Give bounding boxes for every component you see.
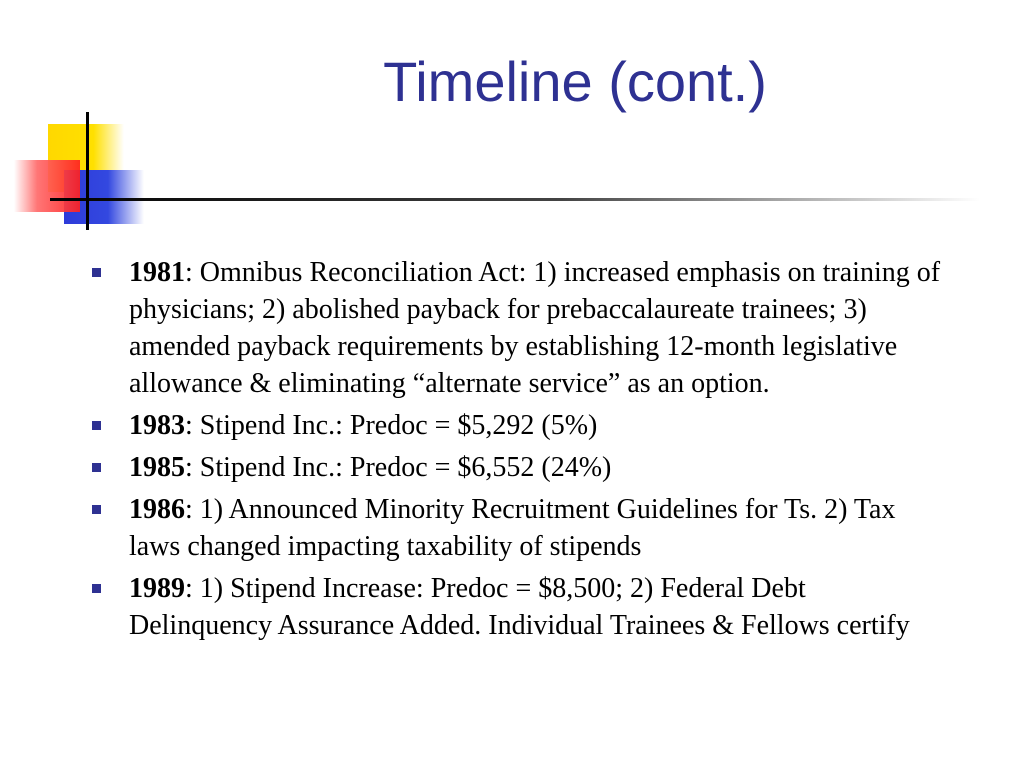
square-bullet-icon xyxy=(92,505,101,514)
item-year: 1989 xyxy=(129,573,185,604)
item-text: : Stipend Inc.: Predoc = $6,552 (24%) xyxy=(185,452,612,483)
timeline-list xyxy=(92,254,952,649)
item-text: : 1) Stipend Increase: Predoc = $8,500; 2) Federal Debt Delinquency Assurance Added. Individual Trainees & Fellows certify xyxy=(129,573,910,641)
horizontal-rule xyxy=(50,198,980,201)
item-year: 1983 xyxy=(129,410,185,441)
list-item xyxy=(92,449,952,486)
vertical-rule xyxy=(86,112,89,230)
square-bullet-icon xyxy=(92,268,101,277)
list-item xyxy=(92,491,952,565)
item-text: : 1) Announced Minority Recruitment Guidelines for Ts. 2) Tax laws changed impacting taxability of stipends xyxy=(129,494,896,562)
list-item xyxy=(92,254,952,402)
red-square xyxy=(14,160,80,212)
decorative-logo xyxy=(0,0,1024,240)
item-year: 1981 xyxy=(129,257,185,288)
item-year: 1986 xyxy=(129,494,185,525)
square-bullet-icon xyxy=(92,584,101,593)
list-item xyxy=(92,570,952,644)
square-bullet-icon xyxy=(92,421,101,430)
item-text: : Omnibus Reconciliation Act: 1) increased emphasis on training of physicians; 2) abolished payback for prebaccalaureate trainees; 3) amended payback requirements by establishing 12-month legislative allowance & eliminating “alternate service” as an option. xyxy=(129,257,941,399)
list-item xyxy=(92,407,952,444)
square-bullet-icon xyxy=(92,463,101,472)
item-text: : Stipend Inc.: Predoc = $5,292 (5%) xyxy=(185,410,598,441)
slide-title: Timeline (cont.) xyxy=(383,50,767,113)
item-year: 1985 xyxy=(129,452,185,483)
